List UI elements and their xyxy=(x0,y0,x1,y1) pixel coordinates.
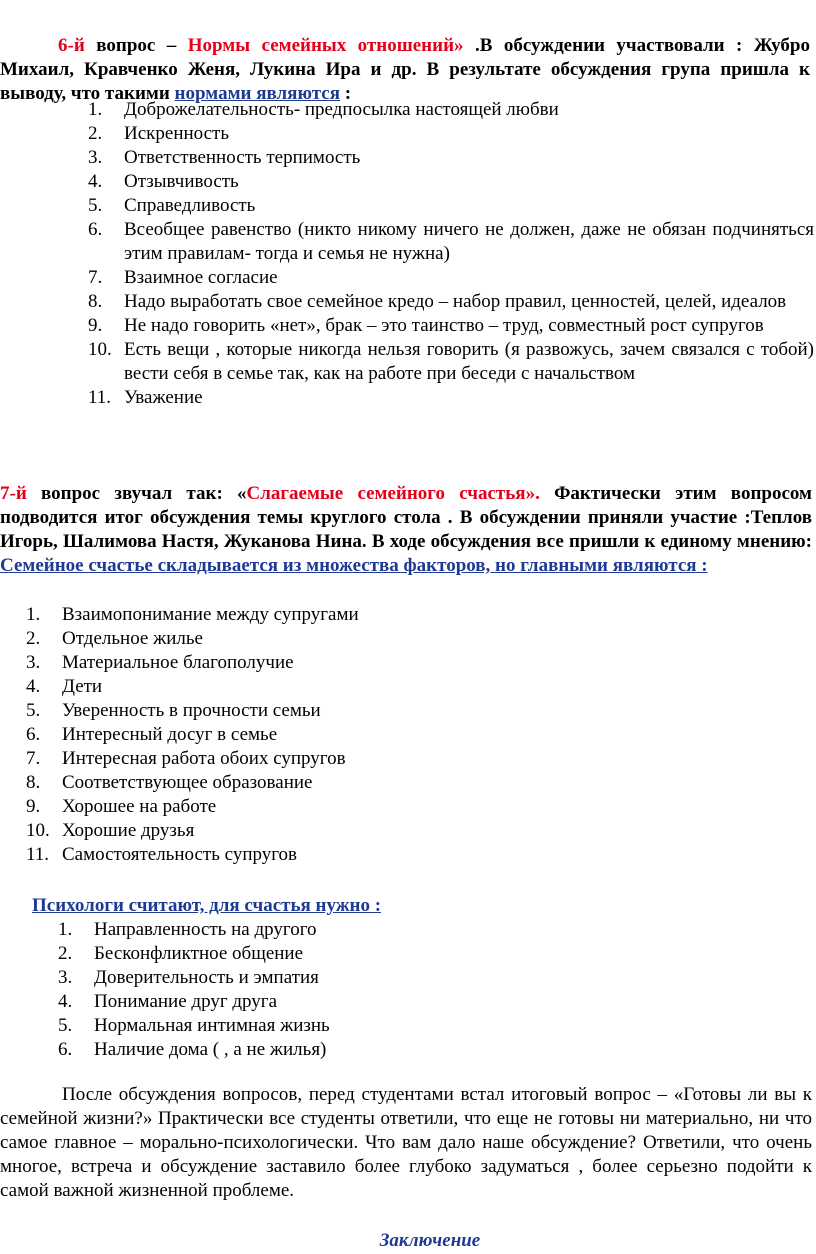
list-item: 4. Дети xyxy=(26,676,103,697)
list-item: 3. Доверительность и эмпатия xyxy=(58,967,319,988)
list-item: 7. Взаимное согласие xyxy=(88,267,278,288)
question-6-paragraph xyxy=(0,34,810,106)
list-item: 4. Понимание друг друга xyxy=(58,991,278,1012)
list-item: 10. Хорошие друзья xyxy=(26,820,195,841)
norms-list xyxy=(88,98,814,410)
question-6-highlight: нормами являются xyxy=(174,83,340,104)
list-item: 5. Уверенность в прочности семьи xyxy=(26,700,321,721)
question-6-title: Нормы семейных отношений» xyxy=(187,35,464,56)
list-item: 1. Взаимопонимание между супругами xyxy=(26,604,359,625)
list-item: 1. Направленность на другого xyxy=(58,919,317,940)
final-paragraph: После обсуждения вопросов, перед студентами встал итоговый вопрос – «Готовы ли вы к семейной жизни?» Практически все студенты ответили, что еще не готовы ни материально, ни что самое главное – морально-психологически. Что вам дало наше обсуждение? Ответили, что очень многое, встреча и обсуждение заставило более глубоко задуматься , более серьезно подойти к самой важной жизненной проблеме. xyxy=(0,1084,812,1201)
list-item: 2. Отдельное жилье xyxy=(26,628,203,649)
list-item: 11. Самостоятельность супругов xyxy=(26,844,298,865)
question-6-colon: : xyxy=(340,83,352,104)
list-item: 6. Интересный досуг в семье xyxy=(26,724,278,745)
list-item: 4. Отзывчивость xyxy=(88,171,239,192)
list-item: 5. Нормальная интимная жизнь xyxy=(58,1015,330,1036)
list-item: 6. Всеобщее равенство (никто никому ничего не должен, даже не обязан подчиняться этим правилам- тогда и семья не нужна) xyxy=(88,219,814,264)
question-6-text: .В обсуждении участвовали : Жубро Михаил, Кравченко Женя, Лукина Ира и др. В результате обсуждения група пришла к выводу, что такими xyxy=(0,35,810,104)
list-item: 8. Надо выработать свое семейное кредо – набор правил, ценностей, целей, идеалов xyxy=(88,291,787,312)
list-item: 11. Уважение xyxy=(88,387,203,408)
question-6-number: 6-й xyxy=(58,35,85,56)
list-item: 6. Наличие дома ( , а не жилья) xyxy=(58,1039,327,1060)
question-7-title: Слагаемые семейного счастья». xyxy=(246,483,540,504)
list-item: 1. Доброжелательность- предпосылка настоящей любви xyxy=(88,99,559,120)
question-7-paragraph xyxy=(0,482,812,578)
happiness-list xyxy=(26,603,802,867)
question-7-highlight: Семейное счастье складывается из множества факторов, но главными являются : xyxy=(0,555,708,576)
list-item: 9. Хорошее на работе xyxy=(26,796,217,817)
list-item: 2. Искренность xyxy=(88,123,230,144)
question-6-word: вопрос – xyxy=(84,35,188,56)
list-item: 9. Не надо говорить «нет», брак – это таинство – труд, совместный рост супругов xyxy=(88,315,764,336)
question-7-number: 7-й xyxy=(0,483,27,504)
section-question-7 xyxy=(0,482,812,578)
question-7-word: вопрос звучал так: « xyxy=(26,483,247,504)
list-item: 10. Есть вещи , которые никогда нельзя говорить (я развожусь, зачем связался с тобой) вести себя в семье так, как на работе при беседи с начальством xyxy=(88,339,814,384)
psychologists-heading: Психологи считают, для счастья нужно : xyxy=(32,895,382,916)
psychologists-list xyxy=(58,918,794,1062)
conclusion-heading: Заключение xyxy=(379,1230,481,1251)
list-item: 3. Материальное благополучие xyxy=(26,652,294,673)
list-item: 2. Бесконфликтное общение xyxy=(58,943,304,964)
list-item: 8. Соответствующее образование xyxy=(26,772,313,793)
question-7-text: Фактически этим вопросом подводится итог обсуждения темы круглого стола . В обсуждении приняли участие :Теплов Игорь, Шалимова Настя, Жуканова Нина. В ходе обсуждения все пришли к единому мнению: xyxy=(0,483,812,552)
list-item: 5. Справедливость xyxy=(88,195,256,216)
section-question-6 xyxy=(0,34,810,106)
list-item: 3. Ответственность терпимость xyxy=(88,147,361,168)
list-item: 7. Интересная работа обоих супругов xyxy=(26,748,346,769)
